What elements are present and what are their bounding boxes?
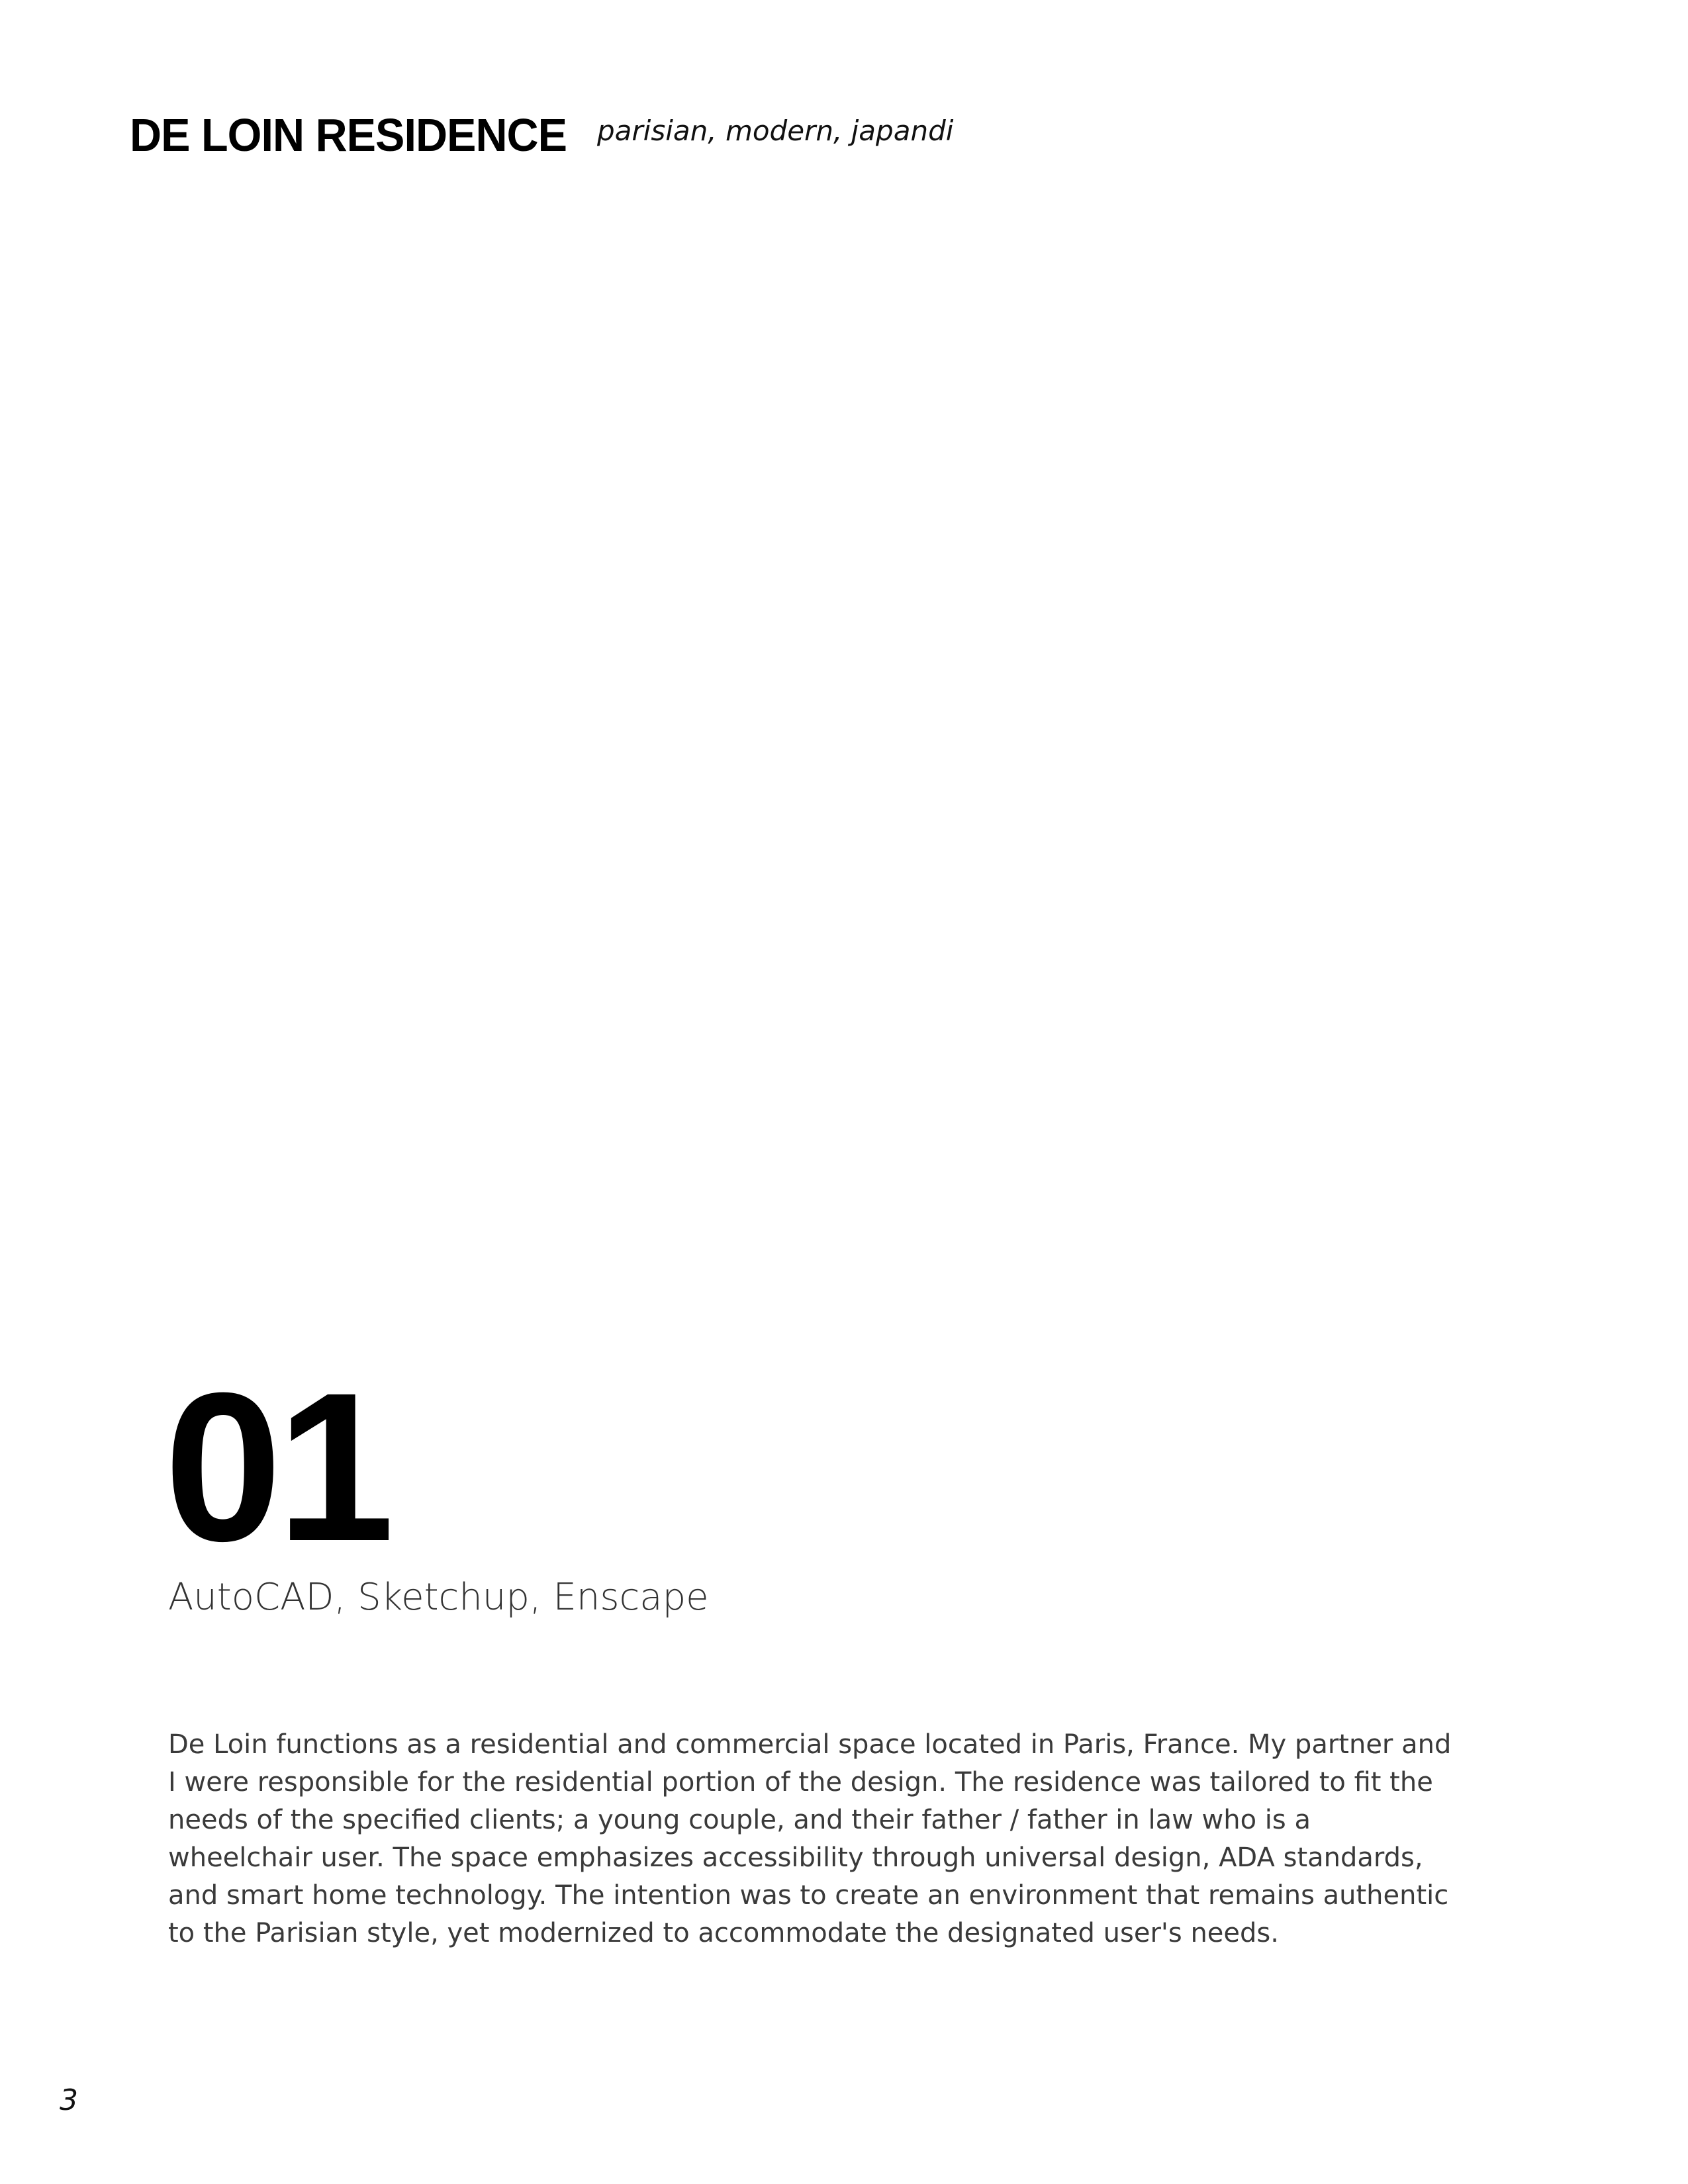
page-title: DE LOIN RESIDENCE — [130, 109, 567, 161]
page-number: 3 — [60, 2083, 78, 2117]
project-number: 01 — [164, 1348, 389, 1585]
project-description: De Loin functions as a residential and commercial space located in Paris, France. My partner and I were responsible for the residential portion of the design. The residence was tailored to fit the needs of the specified clients; a young couple, and their father / father in law who is a wheelchair user. The space emphasizes accessibility through universal design, ADA standards, and smart home technology. The intention was to create an environment that remains authentic to the Parisian style, yet modernized to accommodate the designated user's needs. — [168, 1729, 1452, 1948]
page-subtitle: parisian, modern, japandi — [597, 114, 954, 147]
software-list: AutoCAD, Sketchup, Enscape — [168, 1576, 709, 1619]
